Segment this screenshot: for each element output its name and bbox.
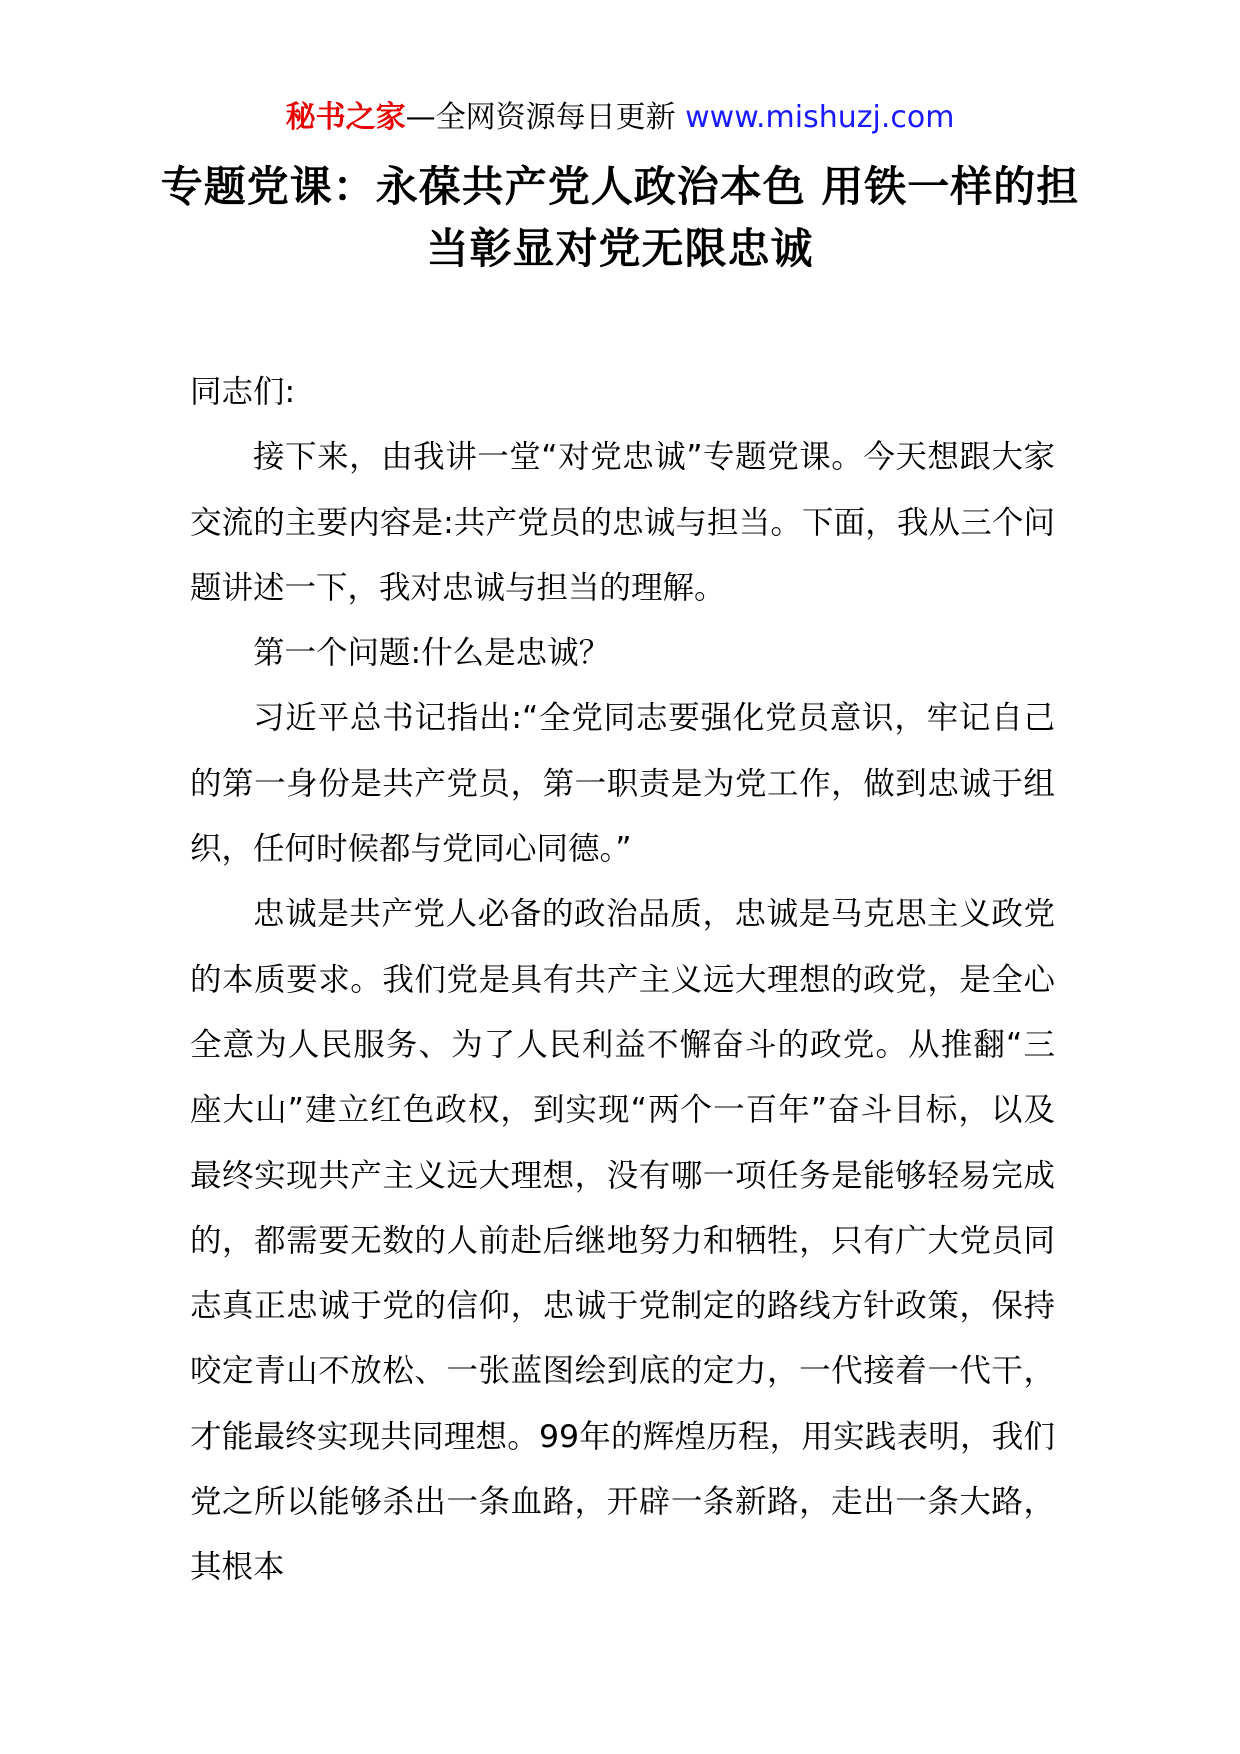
site-tagline: —全网资源每日更新 bbox=[405, 100, 676, 135]
paragraph-quote: 习近平总书记指出:“全党同志要强化党员意识，牢记自己的第一身份是共产党员，第一职责是为党工作，做到忠诚于组织，任何时候都与党同心同德。” bbox=[190, 700, 1055, 868]
document-body bbox=[190, 360, 1055, 1601]
paragraph-intro: 接下来，由我讲一堂“对党忠诚”专题党课。今天想跟大家交流的主要内容是:共产党员的忠诚与担当。下面，我从三个问题讲述一下，我对忠诚与担当的理解。 bbox=[190, 439, 1055, 606]
document-title: 专题党课：永葆共产党人政治本色 用铁一样的担当彰显对党无限忠诚 bbox=[160, 162, 1080, 273]
section-heading-first-question: 第一个问题:什么是忠诚？ bbox=[253, 635, 611, 672]
paragraph-loyalty: 忠诚是共产党人必备的政治品质，忠诚是马克思主义政党的本质要求。我们党是具有共产主义远大理想的政党，是全心全意为人民服务、为了人民利益不懈奋斗的政党。从推翻“三座大山”建立红色政权，到实现“两个一百年”奋斗目标，以及最终实现共产主义远大理想，没有哪一项任务是能够轻易完成的，都需要无数的人前赴后继地努力和牺牲，只有广大党员同志真正忠诚于党的信仰，忠诚于党制定的路线方针政策，保持咬定青山不放松、一张蓝图绘到底的定力，一代接着一代干，才能最终实现共同理想。99年的辉煌历程，用实践表明，我们党之所以能够杀出一条血路，开辟一条新路，走出一条大路，其根本 bbox=[190, 896, 1055, 1586]
site-header bbox=[0, 98, 1240, 138]
site-brand-name: 秘书之家 bbox=[285, 100, 406, 135]
site-url-link[interactable]: www.mishuzj.com bbox=[685, 100, 955, 135]
salutation: 同志们: bbox=[190, 374, 296, 410]
